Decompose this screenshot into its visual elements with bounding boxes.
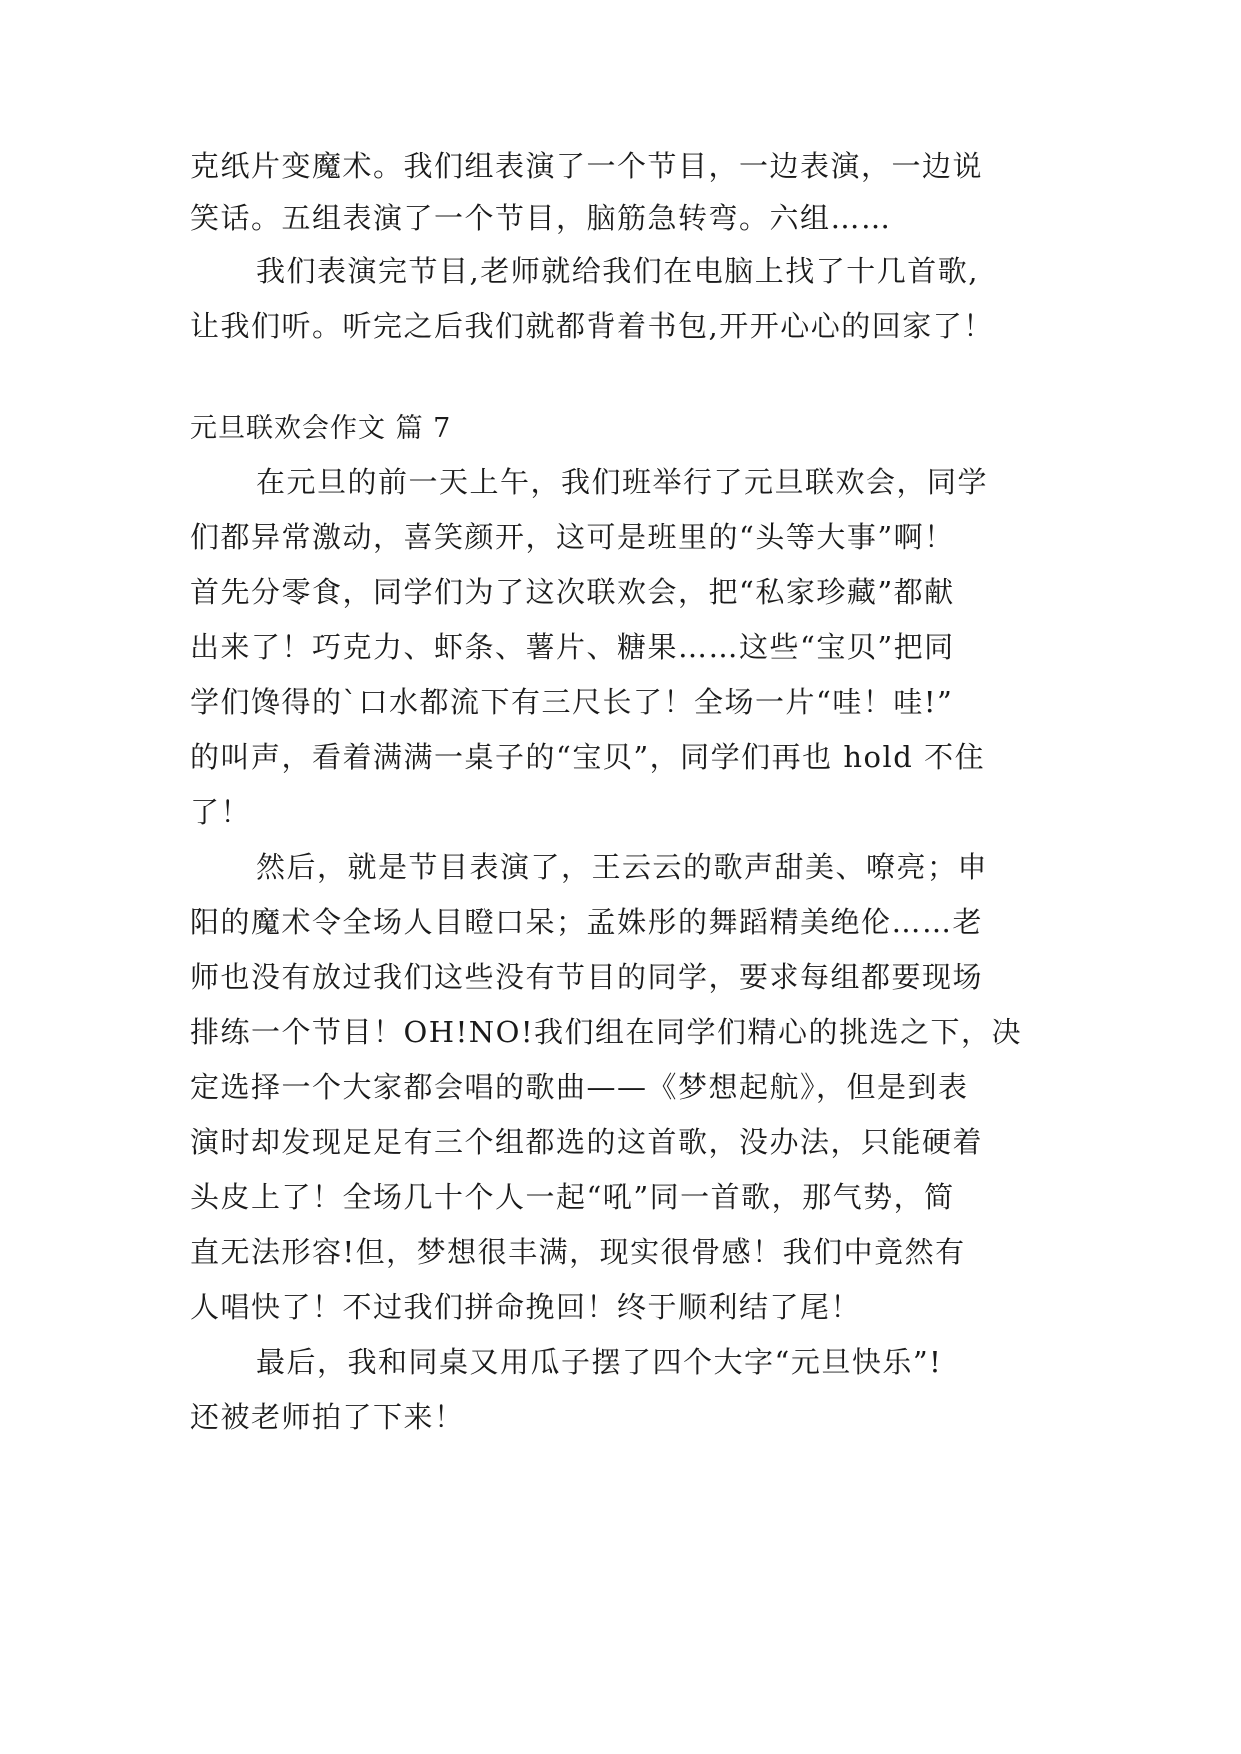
text-line: 我们表演完节目,老师就给我们在电脑上找了十几首歌,: [256, 254, 979, 288]
text-line: 克纸片变魔术。我们组表演了一个节目，一边表演，一边说: [190, 149, 984, 183]
text-line: 定选择一个大家都会唱的歌曲——《梦想起航》，但是到表: [190, 1070, 969, 1104]
text-line: 人唱快了！不过我们拼命挽回！终于顺利结了尾！: [190, 1290, 862, 1324]
text-line: 演时却发现足足有三个组都选的这首歌，没办法，只能硬着: [190, 1125, 984, 1159]
text-line: 阳的魔术令全场人目瞪口呆；孟姝彤的舞蹈精美绝伦……老: [190, 905, 984, 939]
text-line: 出来了！巧克力、虾条、薯片、糖果……这些“宝贝”把同: [190, 630, 955, 664]
text-line: 最后，我和同桌又用瓜子摆了四个大字“元旦快乐”!: [256, 1345, 943, 1379]
text-line: 排练一个节目！OH!NO!我们组在同学们精心的挑选之下，决: [190, 1015, 1023, 1049]
text-line: 首先分零食，同学们为了这次联欢会，把“私家珍藏”都献: [190, 575, 955, 609]
text-line: 直无法形容!但，梦想很丰满，现实很骨感！我们中竟然有: [190, 1235, 966, 1269]
text-line: 们都异常激动，喜笑颜开，这可是班里的“头等大事”啊！: [190, 520, 955, 554]
text-line: 在元旦的前一天上午，我们班举行了元旦联欢会，同学: [256, 465, 989, 499]
text-line: 的叫声，看着满满一桌子的“宝贝”，同学们再也 hold 不住: [190, 740, 986, 774]
text-line: 让我们听。听完之后我们就都背着书包,开开心心的回家了！: [190, 309, 994, 343]
section-title: 元旦联欢会作文 篇 7: [190, 413, 452, 444]
text-line: 师也没有放过我们这些没有节目的同学，要求每组都要现场: [190, 960, 984, 994]
text-line: 了！: [190, 795, 252, 829]
text-line: 然后，就是节目表演了，王云云的歌声甜美、嘹亮；申: [256, 850, 989, 884]
text-line: 头皮上了！全场几十个人一起“吼”同一首歌，那气势，简: [190, 1180, 955, 1214]
text-line: 笑话。五组表演了一个节目，脑筋急转弯。六组……: [190, 201, 892, 235]
text-line: 学们馋得的`口水都流下有三尺长了！全场一片“哇！哇!”: [190, 685, 954, 719]
text-line: 还被老师拍了下来！: [190, 1400, 465, 1434]
